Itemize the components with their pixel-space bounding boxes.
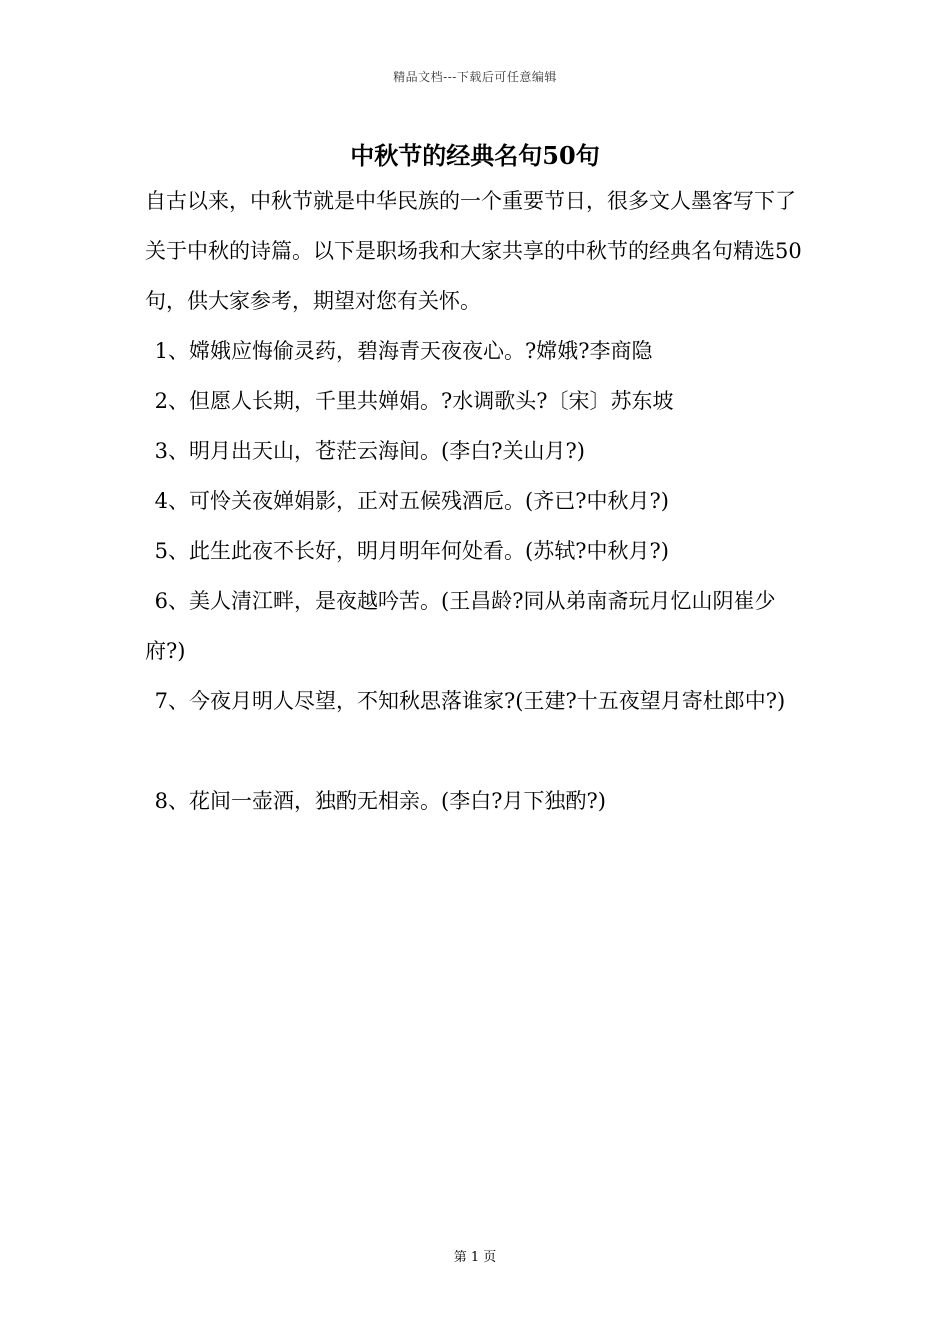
intro-paragraph: 自古以来，中秋节就是中华民族的一个重要节日，很多文人墨客写下了关于中秋的诗篇。以下是职场我和大家共享的中秋节的经典名句精选50句，供大家参考，期望对您有关怀。 bbox=[145, 189, 802, 313]
quote-text: 今夜月明人尽望，不知秋思落谁家?(王建?十五夜望月寄杜郎中?) bbox=[189, 689, 786, 713]
document-title: 中秋节的经典名句50句 bbox=[350, 141, 600, 170]
quote-text: 美人清江畔，是夜越吟苦。(王昌龄?同从弟南斋玩月忆山阴崔少府?) bbox=[145, 589, 776, 663]
quote-number: 4、 bbox=[154, 489, 189, 513]
quote-item-5 bbox=[145, 526, 810, 576]
quote-text: 明月出天山，苍茫云海间。(李白?关山月?) bbox=[189, 439, 585, 463]
quote-item-1 bbox=[145, 326, 810, 376]
quote-item-2 bbox=[145, 376, 810, 426]
quote-number: 1、 bbox=[154, 339, 189, 363]
quote-number: 6、 bbox=[154, 589, 189, 613]
quote-number: 2、 bbox=[154, 389, 189, 413]
quote-item-4 bbox=[145, 476, 810, 526]
quote-item-7 bbox=[145, 676, 810, 726]
quote-number: 8、 bbox=[154, 789, 189, 813]
quote-item-6 bbox=[145, 576, 810, 676]
quote-number: 3、 bbox=[154, 439, 189, 463]
quote-text: 嫦娥应悔偷灵药，碧海青天夜夜心。?嫦娥?李商隐 bbox=[189, 339, 653, 363]
quote-item-3 bbox=[145, 426, 810, 476]
quote-number: 7、 bbox=[154, 689, 189, 713]
header-note: 精品文档---下载后可任意编辑 bbox=[393, 70, 557, 84]
quote-text: 此生此夜不长好，明月明年何处看。(苏轼?中秋月?) bbox=[189, 539, 669, 563]
quote-text: 花间一壶酒，独酌无相亲。(李白?月下独酌?) bbox=[189, 789, 606, 813]
quote-text: 但愿人长期，千里共婵娟。?水调歌头?〔宋〕苏东坡 bbox=[189, 389, 674, 413]
quote-number: 5、 bbox=[154, 539, 189, 563]
quote-item-8 bbox=[145, 776, 810, 826]
page-number: 第 1 页 bbox=[453, 1250, 497, 1265]
quote-text: 可怜关夜婵娟影，正对五候残酒卮。(齐已?中秋月?) bbox=[189, 489, 669, 513]
